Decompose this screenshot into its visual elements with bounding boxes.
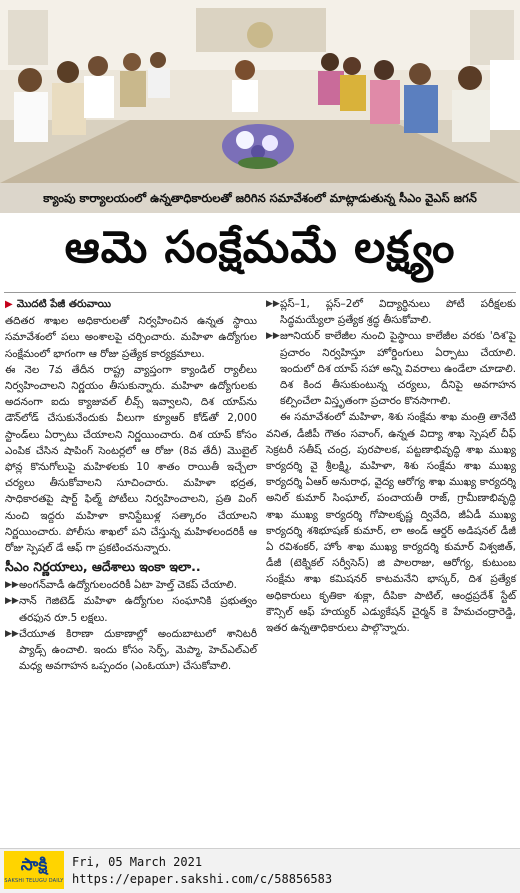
bullet-text: నాన్ గెజిటెడ్ మహిళా ఉద్యోగుల సంఘానికి ప్రభుత్వం తరఫున రూ.5 లక్షలు. (19, 595, 257, 624)
logo-text: సాక్షి (20, 855, 48, 875)
bullet-item (5, 593, 257, 625)
right-column (266, 296, 516, 636)
double-arrow-icon: ▶▶ (5, 596, 19, 607)
continued-from-front-page (5, 296, 257, 313)
double-arrow-icon: ▶▶ (266, 299, 280, 309)
meeting-photo (0, 0, 520, 183)
bullet-item (266, 296, 516, 328)
sakshi-logo[interactable] (4, 851, 64, 889)
bullet-text: ప్లస్–1, ప్లస్–2లో విద్యార్థినులు పోటీ పరీక్షలకు సిద్ధమయ్యేలా ప్రత్యేక శ్రద్ధ తీసుకోవాలి. (280, 298, 516, 327)
epaper-link[interactable]: https://epaper.sakshi.com/c/58856583 (72, 872, 333, 886)
article-paragraph: తదితర శాఖల అధికారులతో నిర్వహించిన ఉన్నత స్థాయి సమావేశంలో పలు అంశాలపై చర్చించారు. మహిళా ఉద్యోగుల సంక్షేమంలో భాగంగా ఆ రోజు ప్రత్యేక కార్యక్రమాలు. (5, 315, 257, 360)
bullet-text: అంగన్‌వాడీ ఉద్యోగులందరికీ ఏటా హెల్త్ చెకప్ చేయాలి. (19, 579, 237, 592)
logo-subtext: SAKSHI TELUGU DAILY (4, 878, 64, 884)
meeting-photo-illustration (0, 0, 520, 183)
bullet-text: చేయూత కిరాణా దుకాణాల్లో అందుబాటులో శానిటరీ ప్యాడ్స్ ఉంచాలి. ఇందు కోసం సెర్ప్, మెప్మా, హెచ్‌ఎల్‌ఎల్ మధ్య అవగాహన ఒప్పందం (ఎంఓయూ) చేసుకోవాలి. (19, 627, 257, 673)
bullet-text: జూనియర్ కాలేజీల నుంచి పైస్థాయి కాలేజీల వరకు 'దిశ'పై ప్రచారం నిర్వహిస్తూ హోర్డింగులు ఏర్పాటు చేయాలి. ఇందులో దిశ యాప్ సహా అన్ని వివరాలు ఉండేలా చూడాలి. దిశ కింద తీసుకుంటున్న చర్యలు, దీనిపై అవగాహన కల్పించేలా విస్తృతంగా ప్రచారం కొనసాగాలి. (280, 330, 516, 408)
kicker-text: మొదటి పేజీ తరువాయి (16, 298, 111, 310)
edition-date: Fri, 05 March 2021 (72, 855, 203, 869)
bullet-item (266, 328, 516, 409)
triangle-marker-icon: ▶ (5, 299, 13, 310)
article-paragraph: ఈ నెల 7వ తేదీన రాష్ట్ర వ్యాప్తంగా క్యాండిల్ ర్యాలీలు నిర్వహించాలని నిర్ణయం తీసుకున్నారు. మహిళా ఉద్యోగులకు అదనంగా ఐదు క్యాజువల్ లీవ్స్ ఇవ్వాలని, దిశ యాప్‌ను డౌన్‌లోడ్ చేసుకునేందుకు వీలుగా క్యూఆర్ కోడ్‌తో 2,000 స్టాండ్‌లు ఏర్పాటు చేయాలని నిర్ణయించారు. దిశ యాప్ కోసం ఎంపిక చేసిన షాపింగ్ సెంటర్లలో ఆ రోజు (8వ తేదీ) మొబైల్ ఫోన్ల కొనుగోలుపై మహిళలకు 10 శాతం రాయితీ ఇచ్చేలా చర్యలు తీసుకోవాలని సూచించారు. మహిళా భద్రత, సాధికారతపై షార్ట్ ఫిల్మ్ పోటీలు నిర్వహించాలని, ప్రతి వింగ్ నుంచి ఇద్దరు మహిళా కానిస్టేబుళ్ల సత్కారం చేయాలని నిర్ణయించారు. పోలీసు శాఖలో పని చేస్తున్న మహిళలందరికీ ఆ రోజు స్పెషల్ డే ఆఫ్ గా ప్రకటించనున్నారు. (5, 363, 257, 555)
section-subhead: సీఎం నిర్ణయాలు, ఆదేశాలు ఇంకా ఇలా.. (5, 559, 201, 575)
photo-caption: క్యాంపు కార్యాలయంలో ఉన్నతాధికారులతో జరిగిన సమావేశంలో మాట్లాడుతున్న సీఎం వైఎస్ జగన్ (0, 183, 520, 213)
bullet-item (5, 626, 257, 675)
double-arrow-icon: ▶▶ (266, 331, 280, 342)
bullet-item (5, 577, 257, 593)
double-arrow-icon: ▶▶ (5, 628, 19, 639)
article-headline: ఆమె సంక్షేమమే లక్ష్యం (64, 222, 456, 273)
left-column (5, 296, 257, 674)
divider (4, 292, 516, 293)
double-arrow-icon: ▶▶ (5, 580, 19, 591)
epaper-footer (0, 848, 520, 893)
attendees-paragraph: ఈ సమావేశంలో మహిళా, శిశు సంక్షేమ శాఖ మంత్రి తానేటి వనిత, డీజీపీ గౌతం సవాంగ్, ఉన్నత విద్యా శాఖ స్పెషల్ చీఫ్ సెక్రటరీ సతీష్ చంద్ర, పురపాలక, పట్టణాభివృద్ధి శాఖ ముఖ్య కార్యదర్శి వై శ్రీలక్ష్మి, మహిళా, శిశు సంక్షేమ శాఖ ముఖ్య కార్యదర్శి ఏఆర్ అనురాధ, వైద్య ఆరోగ్య శాఖ ముఖ్య కార్యదర్శి అనిల్ కుమార్ సింఘాల్, పంచాయతీ రాజ్, గ్రామీణాభివృద్ధి శాఖ ముఖ్య కార్యదర్శి గోపాలకృష్ణ ద్వివేది, జీఏడీ ముఖ్య కార్యదర్శి శశిభూషణ్ కుమార్, లా అండ్ ఆర్డర్ అడిషనల్ డీజీ ఏ రవిశంకర్, హోం శాఖ ముఖ్య కార్యదర్శి కుమార్ విశ్వజిత్, డీజీ (టెక్నికల్ సర్వీసెస్) జి పాలరాజు, ఆరోగ్య, కుటుంబ సంక్షేమ శాఖ కమిషనర్ కాటమనేని భాస్కర్, దిశ ప్రత్యేక అధికారులు కృతికా శుక్లా, దీపికా పాటిల్, ఆంధ్రప్రదేశ్ స్టేట్ కౌన్సిల్ ఆఫ్ హయ్యర్ ఎడ్యుకేషన్ చైర్మన్ కె హేమచంద్రారెడ్డి, ఇతర ఉన్నతాధికారులు పాల్గొన్నారు. (266, 411, 516, 635)
